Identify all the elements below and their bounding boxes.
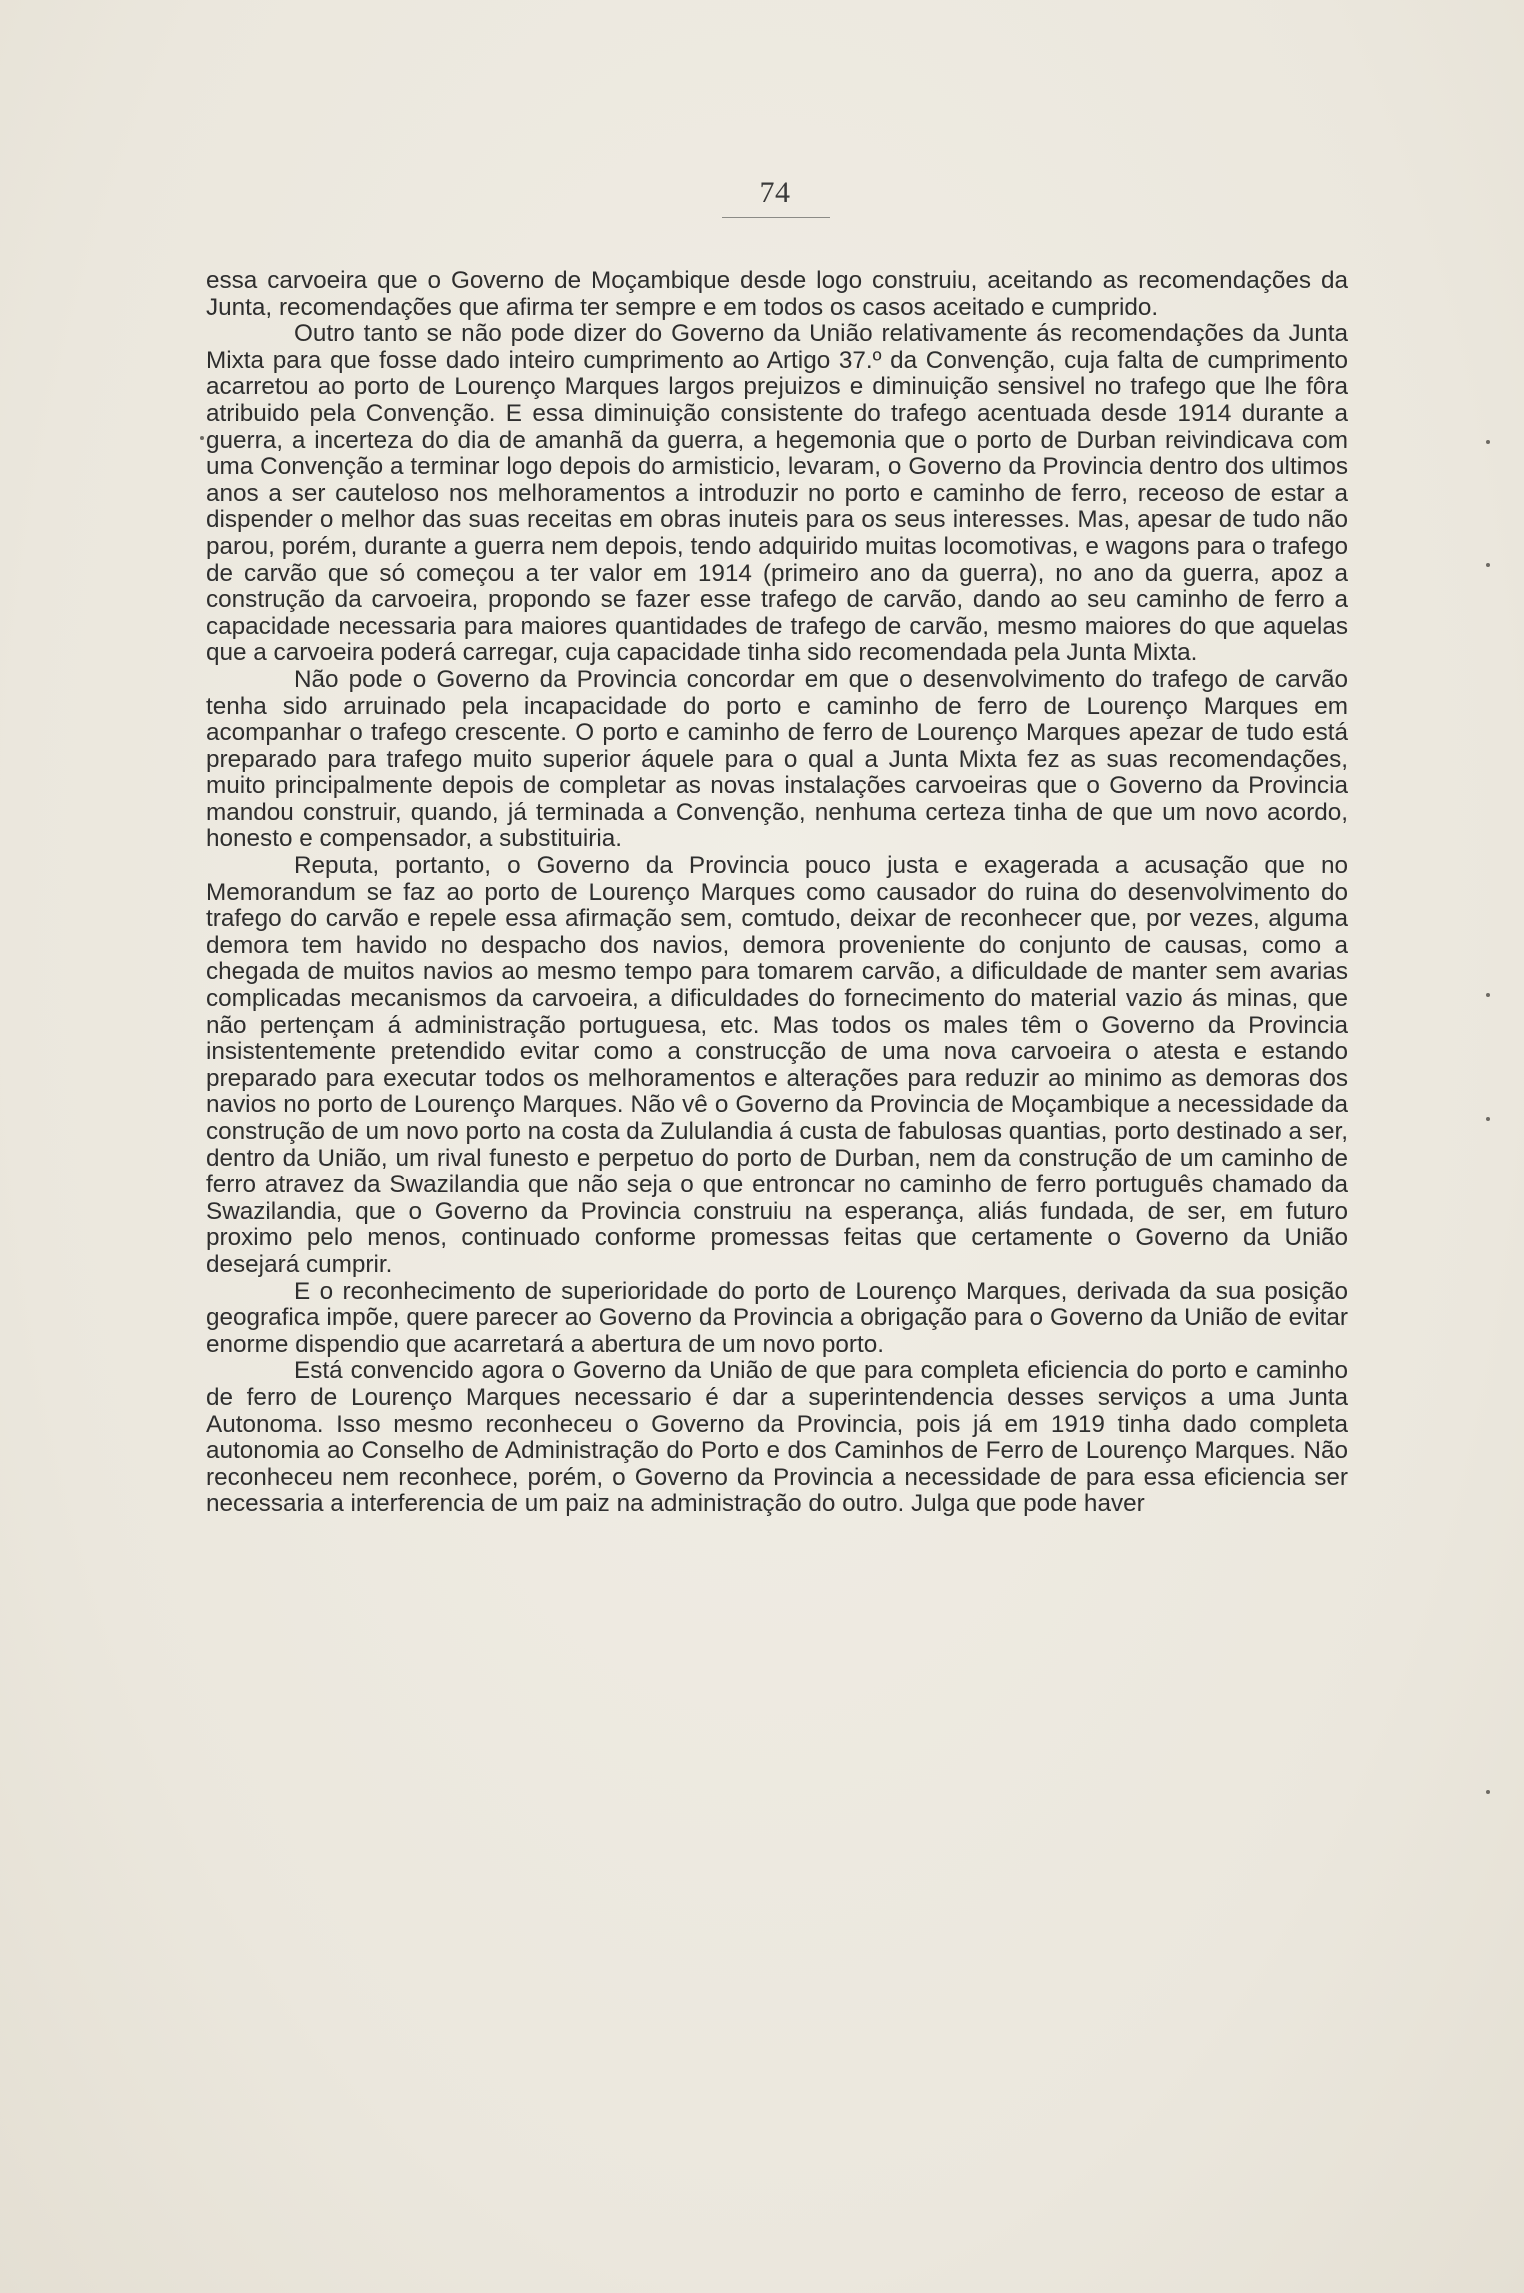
paragraph-6: Está convencido agora o Governo da União de que para completa eficiencia do porto e caminho de ferro de Lourenço Marques necessario é dar a superintendencia desses serviços a uma Junta Autonoma. Isso mesmo reconheceu o Governo da Provincia, pois já em 1919 tinha dado completa autonomia ao Conselho de Administração do Porto e dos Caminhos de Ferro de Lourenço Marques. Não reconheceu nem reconhece, porém, o Governo da Provincia a necessidade de para essa eficiencia ser necessaria a interferencia de um paiz na administração do outro. Julga que pode haver — [206, 1357, 1348, 1518]
margin-speck — [1486, 563, 1490, 567]
body-text — [206, 268, 1348, 1518]
margin-speck — [1486, 440, 1490, 444]
paragraph-3: Não pode o Governo da Provincia concordar em que o desenvolvimento do trafego de carvão tenha sido arruinado pela incapacidade do porto e caminho de ferro de Lourenço Marques em acompanhar o trafego crescente. O porto e caminho de ferro de Lourenço Marques apezar de tudo está preparado para trafego muito superior áquele para o qual a Junta Mixta fez as suas recomendações, muito principalmente depois de completar as novas instalações carvoeiras que o Governo da Provincia mandou construir, quando, já terminada a Convenção, nenhuma certeza tinha de que um novo acordo, honesto e compensador, a substituiria. — [206, 665, 1348, 853]
margin-speck — [1486, 1790, 1490, 1794]
page-number-rule — [722, 217, 830, 218]
margin-speck — [1486, 993, 1490, 997]
paragraph-4: Reputa, portanto, o Governo da Provincia pouco justa e exagerada a acusação que no Memorandum se faz ao porto de Lourenço Marques como causador do ruina do desenvolvimento do trafego do carvão e repele essa afirmação sem, comtudo, deixar de reconhecer que, por vezes, alguma demora tem havido no despacho dos navios, demora proveniente do conjunto de causas, como a chegada de muitos navios ao mesmo tempo para tomarem carvão, a dificuldade de manter sem avarias complicadas mecanismos da carvoeira, a dificuldades do fornecimento do material vazio ás minas, que não pertençam á administração portuguesa, etc. Mas todos os males têm o Governo da Provincia insistentemente pretendido evitar como a construcção de uma nova carvoeira o atesta e estando preparado para executar todos os melhoramentos e alterações para reduzir ao minimo as demoras dos navios no porto de Lourenço Marques. Não vê o Governo da Provincia de Moçambique a necessidade da construção de um novo porto na costa da Zululandia á custa de fabulosas quantias, porto destinado a ser, dentro da União, um rival funesto e perpetuo do porto de Durban, nem da construção de um caminho de ferro atravez da Swazilandia que não seja o que entroncar no caminho de ferro português chamado da Swazilandia, que o Governo da Provincia construiu na esperança, aliás fundada, de ser, em futuro proximo pelo menos, continuado conforme promessas feitas que certamente o Governo da União desejará cumprir. — [206, 852, 1348, 1278]
margin-speck — [1486, 1117, 1490, 1121]
paragraph-1: essa carvoeira que o Governo de Moçambique desde logo construiu, aceitando as recomendações da Junta, recomendações que afirma ter sempre e em todos os casos aceitado e cumprido. — [206, 267, 1348, 321]
paragraph-2: Outro tanto se não pode dizer do Governo da União relativamente ás recomendações da Junta Mixta para que fosse dado inteiro cumprimento ao Artigo 37.º da Convenção, cuja falta de cumprimento acarretou ao porto de Lourenço Marques largos prejuizos e diminuição sensivel no trafego que lhe fôra atribuido pela Convenção. E essa diminuição consistente do trafego acentuada desde 1914 durante a guerra, a incerteza do dia de amanhã da guerra, a hegemonia que o porto de Durban reivindicava com uma Convenção a terminar logo depois do armisticio, levaram, o Governo da Provincia dentro dos ultimos anos a ser cauteloso nos melhoramentos a introduzir no porto e caminho de ferro, receoso de estar a dispender o melhor das suas receitas em obras inuteis para os seus interesses. Mas, apesar de tudo não parou, porém, durante a guerra nem depois, tendo adquirido muitas locomotivas, e wagons para o trafego de carvão que só começou a ter valor em 1914 (primeiro ano da guerra), no ano da guerra, apoz a construção da carvoeira, propondo se fazer esse trafego de carvão, dando ao seu caminho de ferro a capacidade necessaria para maiores quantidades de trafego de carvão, mesmo maiores do que aquelas que a carvoeira poderá carregar, cuja capacidade tinha sido recomendada pela Junta Mixta. — [206, 320, 1348, 667]
paragraph-5: E o reconhecimento de superioridade do porto de Lourenço Marques, derivada da sua posição geografica impõe, quere parecer ao Governo da Provincia a obrigação para o Governo da União de evitar enorme dispendio que acarretará a abertura de um novo porto. — [206, 1277, 1348, 1358]
page-number: 74 — [759, 176, 791, 209]
margin-speck — [200, 436, 204, 440]
